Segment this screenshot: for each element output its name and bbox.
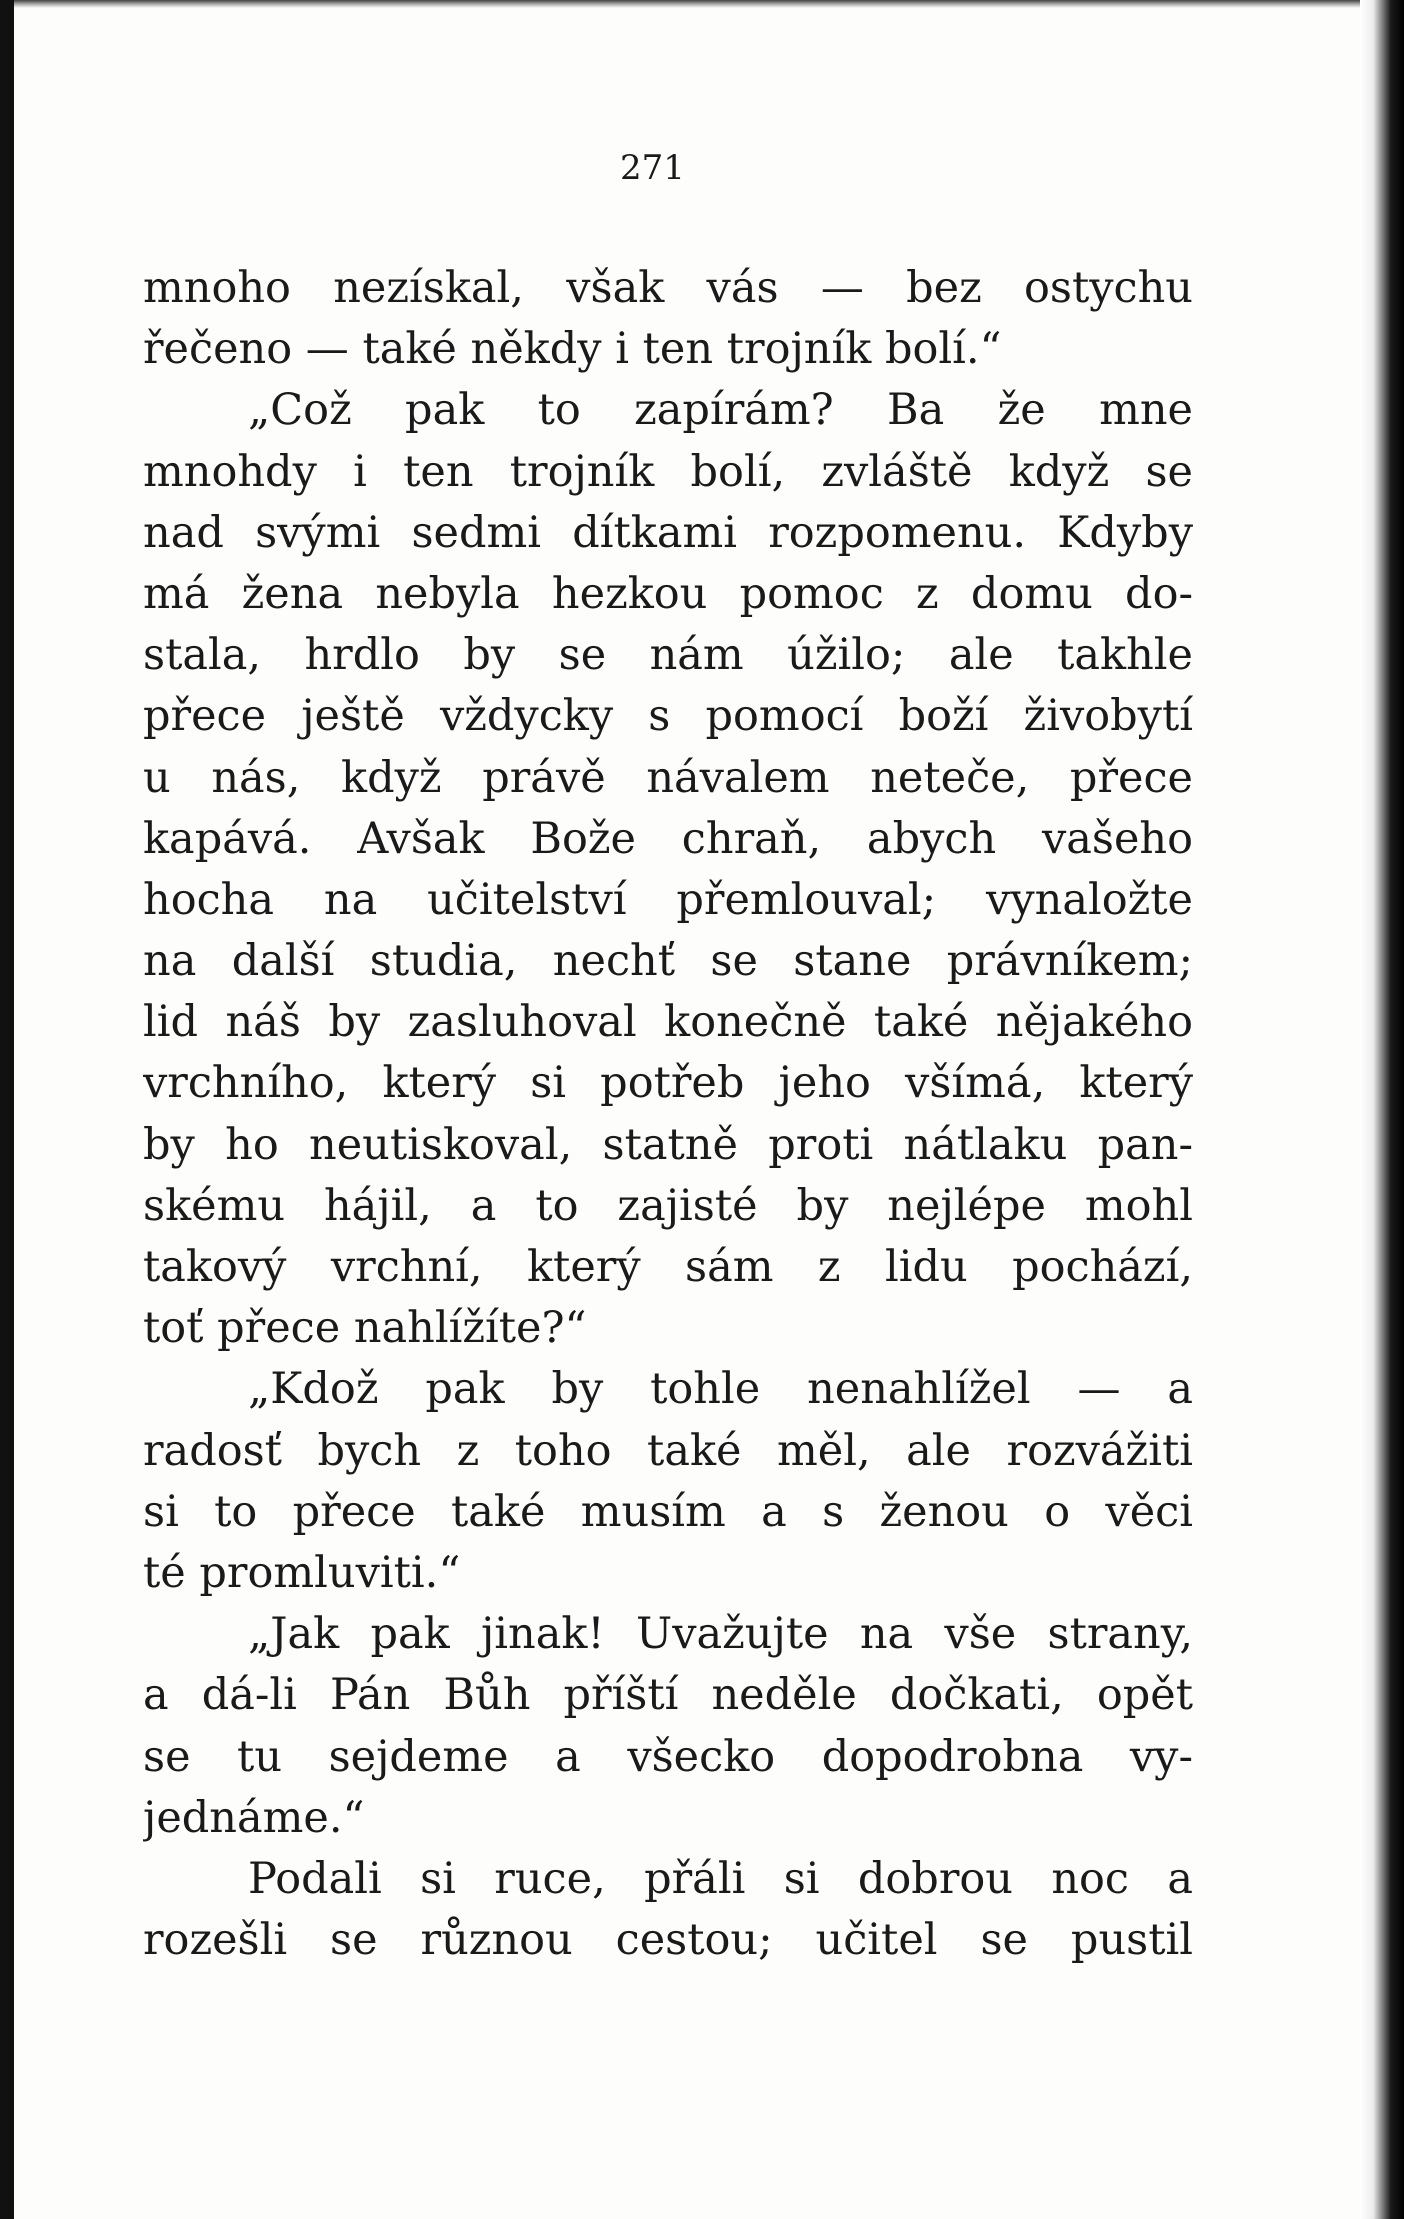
text-line: nad svými sedmi dítkami rozpomenu. Kdyby — [143, 507, 1193, 558]
text-line: Podali si ruce, přáli si dobrou noc a — [248, 1853, 1193, 1904]
text-line: si to přece také musím a s ženou o věci — [143, 1486, 1193, 1537]
text-line: hocha na učitelství přemlouval; vynaložte — [143, 874, 1193, 925]
text-line: „Jak pak jinak! Uvažujte na vše strany, — [248, 1609, 1193, 1660]
page-right-border — [1360, 0, 1404, 2219]
text-line: skému hájil, a to zajisté by nejlépe mohl — [143, 1180, 1193, 1231]
text-line: jednáme.“ — [143, 1792, 365, 1843]
text-line: řečeno — také někdy i ten trojník bolí.“ — [143, 324, 1002, 375]
page-left-border — [0, 0, 14, 2219]
text-line: kapává. Avšak Bože chraň, abych vašeho — [143, 813, 1193, 864]
text-line: toť přece nahlížíte?“ — [143, 1303, 587, 1354]
body-text — [143, 258, 1193, 1971]
text-line: mnoho nezískal, však vás — bez ostychu — [143, 263, 1193, 313]
text-line: té promluviti.“ — [143, 1547, 461, 1598]
text-line: se tu sejdeme a všecko dopodrobna vy- — [143, 1731, 1193, 1782]
text-line: lid náš by zasluhoval konečně také nějakého — [143, 997, 1193, 1048]
text-line: na další studia, nechť se stane právníkem; — [143, 936, 1193, 987]
text-line: u nás, když právě návalem neteče, přece — [143, 752, 1193, 803]
text-line: takový vrchní, který sám z lidu pochází, — [143, 1242, 1193, 1292]
text-line: vrchního, který si potřeb jeho všímá, který — [143, 1058, 1193, 1109]
text-line: „Což pak to zapírám? Ba že mne — [248, 385, 1193, 436]
text-line: rozešli se různou cestou; učitel se pustil — [143, 1915, 1193, 1966]
text-line: má žena nebyla hezkou pomoc z domu do- — [143, 568, 1193, 619]
text-line: stala, hrdlo by se nám úžilo; ale takhle — [143, 630, 1193, 681]
text-line: „Kdož pak by tohle nenahlížel — a — [248, 1364, 1193, 1415]
text-line: přece ještě vždycky s pomocí boží živobytí — [143, 691, 1193, 742]
text-line: a dá-li Pán Bůh příští neděle dočkati, opět — [143, 1670, 1193, 1721]
page-top-shadow — [0, 0, 1404, 8]
page-number: 271 — [620, 148, 685, 188]
text-line: radosť bych z toho také měl, ale rozvážiti — [143, 1425, 1193, 1476]
text-line: mnohdy i ten trojník bolí, zvláště když se — [143, 446, 1193, 497]
text-line: by ho neutiskoval, statně proti nátlaku pan- — [143, 1119, 1193, 1170]
